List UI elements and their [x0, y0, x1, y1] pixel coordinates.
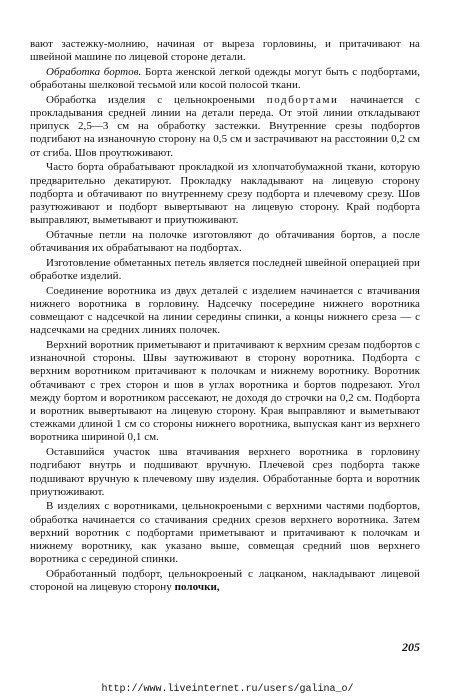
paragraph: Оставшийся участок шва втачивания верхнего воротника в горловину подгибают внутрь и подшивают вручную. Плечевой срез подборта также подшивают вручную к плечевому шву изделия. Обработанные борта и воротник приутюживают.: [30, 446, 420, 498]
paragraph: Соединение воротника из двух деталей с изделием начинается с втачивания нижнего воротника в горловину. Надсечку посередине нижнего воротника совмещают с надсечкой на линии середины спинки, а концы нижнего среза — с надсечками на средних линиях полочек.: [30, 284, 420, 337]
paragraph-text: Борта женской легкой одежды могут быть с подбортами, обработаны шелковой тесьмой или косой полосой ткани.: [30, 65, 420, 92]
paragraph-text: Обработанный подборт, цельнокроеный с лацканом, накладывают лицевой стороной на лицевую сторону: [30, 567, 420, 594]
emphasized-term: подбортами: [266, 93, 339, 106]
page-number: 205: [402, 640, 420, 654]
paragraph: Часто борта обрабатывают прокладкой из хлопчатобумажной ткани, которую предварительно декатируют. Прокладку накладывают на лицевую сторону подборта и обтачивают по внутреннему срезу подборта и плечевому срезу. Шов разутюживают и подборт вывертывают на лицевую сторону. Край подборта выправляют, выметывают и приутюживают.: [30, 161, 420, 227]
paragraph: Верхний воротник приметывают и притачивают к верхним срезам подбортов с изнаночной стороны. Швы заутюживают в сторону воротника. Подборта с верхним воротником притачивают к полочкам и нижнему воротнику. Воротник обтачивают с трех сторон и шов в углах воротника и бортов подрезают. Угол между бортом и воротником рассекают, не доходя до строчки на 0,2 см. Подборта и воротник вывертывают на лицевую сторону. Края выправляют и выметывают стежками длиной 1 см со стороны нижнего воротника, выпуская кант из верхнего воротника шириной 0,1 см.: [30, 338, 420, 444]
paragraph-text: Обработка изделия с цельнокроеными: [46, 93, 267, 106]
paragraph: вают застежку-молнию, начиная от выреза горловины, и притачивают на швейной машине по лицевой стороне детали.: [30, 38, 420, 64]
section-heading: Обработка бортов.: [46, 65, 142, 78]
page-text: [30, 38, 420, 596]
paragraph: Обтачные петли на полочке изготовляют до обтачивания бортов, а после обтачивания их обрабатывают на подбортах.: [30, 228, 420, 255]
paragraph: [30, 568, 420, 594]
paragraph: [30, 94, 420, 160]
paragraph: Изготовление обметанных петель является последней швейной операцией при обработке изделий.: [30, 256, 420, 282]
watermark-url: http://www.liveinternet.ru/users/galina_o/: [101, 684, 354, 695]
paragraph-text: начинается с прокладывания средней линии на детали переда. От этой линии откладывают припуск 2,5—3 см на обработку застежки. Внутренние срезы подбортов подгибают на изнаночную сторону на 0,5 см и застрачивают на расстоянии 0,2 см от сгиба. Шов проутюживают.: [30, 93, 420, 159]
paragraph: В изделиях с воротниками, цельнокроеными с верхними частями подбортов, обработка начинается со стачивания средних срезов верхнего воротника. Затем верхний воротник с подбортами приметывают и притачивают к полочкам и нижнему воротнику, как указано выше, совмещая средний шов верхнего воротника с серединой спинки.: [30, 500, 420, 566]
bold-term: полочки,: [174, 581, 220, 594]
paragraph: [30, 66, 420, 92]
